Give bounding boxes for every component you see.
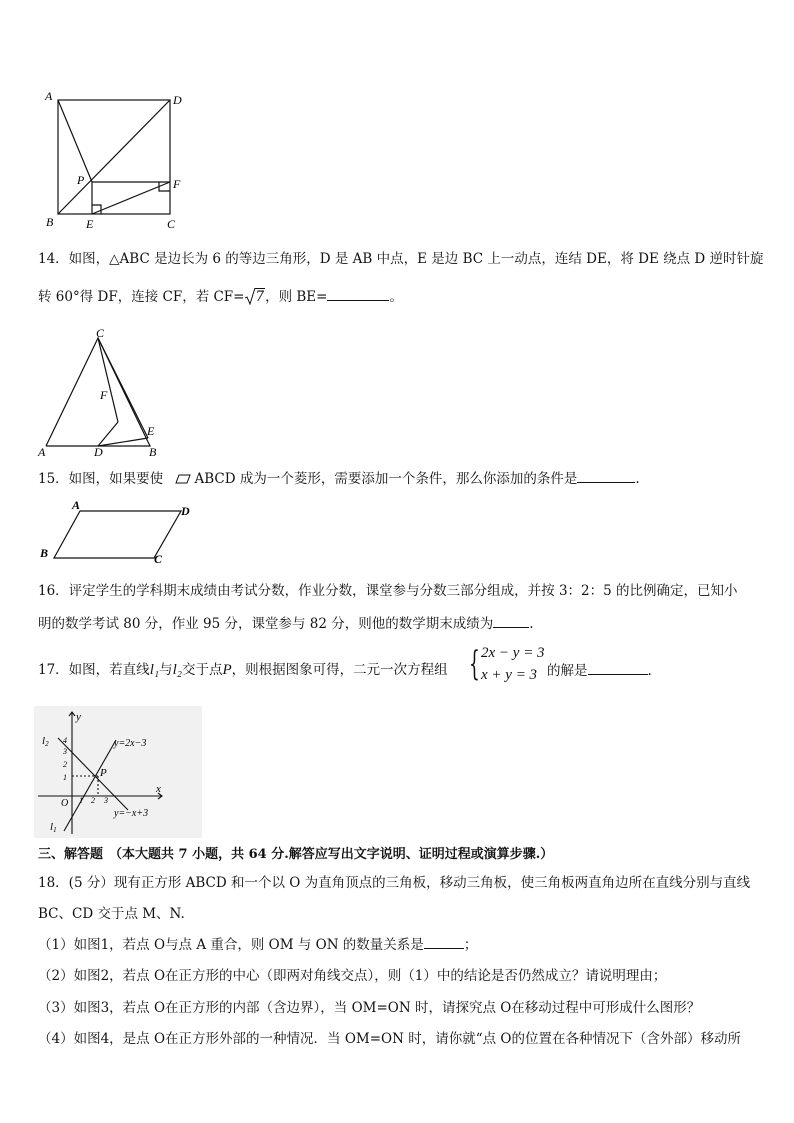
tick-x-3: 3 [104,796,108,805]
line-l1-label: l1 [50,821,57,834]
q14-text-a: 转 60°得 DF，连接 CF，若 CF= [38,289,245,305]
brace-icon: { [469,644,480,684]
q18-line2: BC、CD 交于点 M、N. [38,906,185,922]
label-C: C [96,326,105,340]
label-D: D [94,445,103,459]
q18-part3: （3）如图3，若点 O在正方形的内部（含边界），当 OM=ON 时，请探究点 O在移动过程中可形成什么图形？ [38,1000,701,1016]
figure-q13 [40,88,200,233]
q14-line1: 14．如图，△ABC 是边长为 6 的等边三角形，D 是 AB 中点，E 是边 BC 上一动点，连结 DE，将 DE 绕点 D 逆时针旋 [38,251,764,267]
tick-x-2: 2 [91,796,95,805]
label-B: B [46,215,54,229]
q15-text-b: ABCD 成为一个菱形，需要添加一个条件，那么你添加的条件是 [194,471,578,487]
label-B: B [40,546,49,560]
q17-text-d: 的解是 [547,663,588,679]
section-title: 三、解答题 [38,847,104,862]
label-D: D [173,93,182,107]
q17-l1: l₁ [149,662,160,678]
q18-part2: （2）如图2，若点 O在正方形的中心（即两对角线交点），则（1）中的结论是否仍然成立？请说明理由； [38,968,667,984]
q17-text-b: 交于点 [181,662,223,678]
tick-y-2: 2 [63,760,67,769]
answer-blank-q14[interactable] [327,286,389,301]
q17-text-a: 17．如图，若直线 [38,662,150,678]
q18-part1-end: ； [463,937,478,953]
tick-x-1: 1 [79,796,83,805]
label-C: C [154,552,163,564]
answer-blank-q15[interactable] [577,468,635,483]
equation-system [469,645,549,689]
q17-text-and: 与 [159,662,173,678]
figure-q15 [36,500,196,564]
q14-end: 。 [389,289,403,305]
figure-q17 [34,706,202,838]
q18-part4: （4）如图4，是点 O在正方形外部的一种情况．当 OM=ON 时，请你就“点 O的位置在各种情况下（含外部）移动所 [38,1031,741,1047]
label-C: C [167,217,176,231]
q15-end: . [635,471,640,487]
answer-blank-q16[interactable] [493,613,529,628]
radicand: 7 [255,289,265,305]
q17-l2: l₂ [172,662,182,678]
tick-y-4: 4 [63,736,67,745]
label-P: P [77,173,85,187]
equation-1: 2x − y = 3 [481,645,545,661]
figure-q14 [34,326,164,460]
equation-label-1: y=2x−3 [114,738,147,749]
q14-line2 [38,286,403,307]
q17-P: P [222,662,232,678]
section-note: （本大题共 7 小题，共 64 分.解答应写出文字说明、证明过程或演算步骤.） [109,847,554,862]
label-E: E [147,424,155,438]
section-heading [38,845,553,865]
label-F: F [173,177,181,191]
q15-line [38,468,640,489]
point-P-label: P [100,767,107,779]
equation-2: x + y = 3 [481,667,538,683]
label-E: E [86,217,94,231]
axis-y-label: y [76,711,81,723]
label-F: F [100,388,108,402]
q18-part1-text: （1）如图1，若点 O与点 A 重合，则 OM 与 ON 的数量关系是 [38,937,424,953]
label-B: B [149,445,157,459]
parallelogram-icon [175,474,191,484]
equation-label-2: y=−x+3 [114,808,149,819]
q16-end: . [529,616,534,632]
label-A: A [38,445,46,459]
sqrt-symbol [245,287,266,307]
label-D: D [181,504,190,518]
q17-text-c: ，则根据图象可得，二元一次方程组 [231,662,448,678]
axis-x-label: x [156,783,161,795]
label-A: A [72,500,81,512]
q18-line1: 18．(5 分）现有正方形 ABCD 和一个以 O 为直角顶点的三角板，移动三角板，使三角板两直角边所在直线分别与直线 [38,875,751,891]
q14-text-b: ，则 BE= [265,289,328,305]
q17-line [38,660,448,680]
origin-label: O [61,798,69,809]
q17-end: . [647,663,652,679]
label-A: A [45,89,53,103]
q16-text: 明的数学考试 80 分，作业 95 分，课堂参与 82 分，则他的数学期末成绩为 [38,616,494,632]
line-l2-label: l2 [42,735,49,748]
q18-part1 [38,934,477,955]
q16-line1: 16．评定学生的学科期末成绩由考试分数，作业分数，课堂参与分数三部分组成，并按 3：2：5 的比例确定，已知小 [38,583,738,599]
q15-text-a: 15．如图，如果要使 [38,471,164,487]
q17-line-end [547,660,652,681]
tick-y-1: 1 [63,773,67,782]
q16-line2 [38,613,534,634]
answer-blank-q18[interactable] [424,934,464,949]
answer-blank-q17[interactable] [588,660,648,675]
tick-y-3: 3 [63,747,67,756]
